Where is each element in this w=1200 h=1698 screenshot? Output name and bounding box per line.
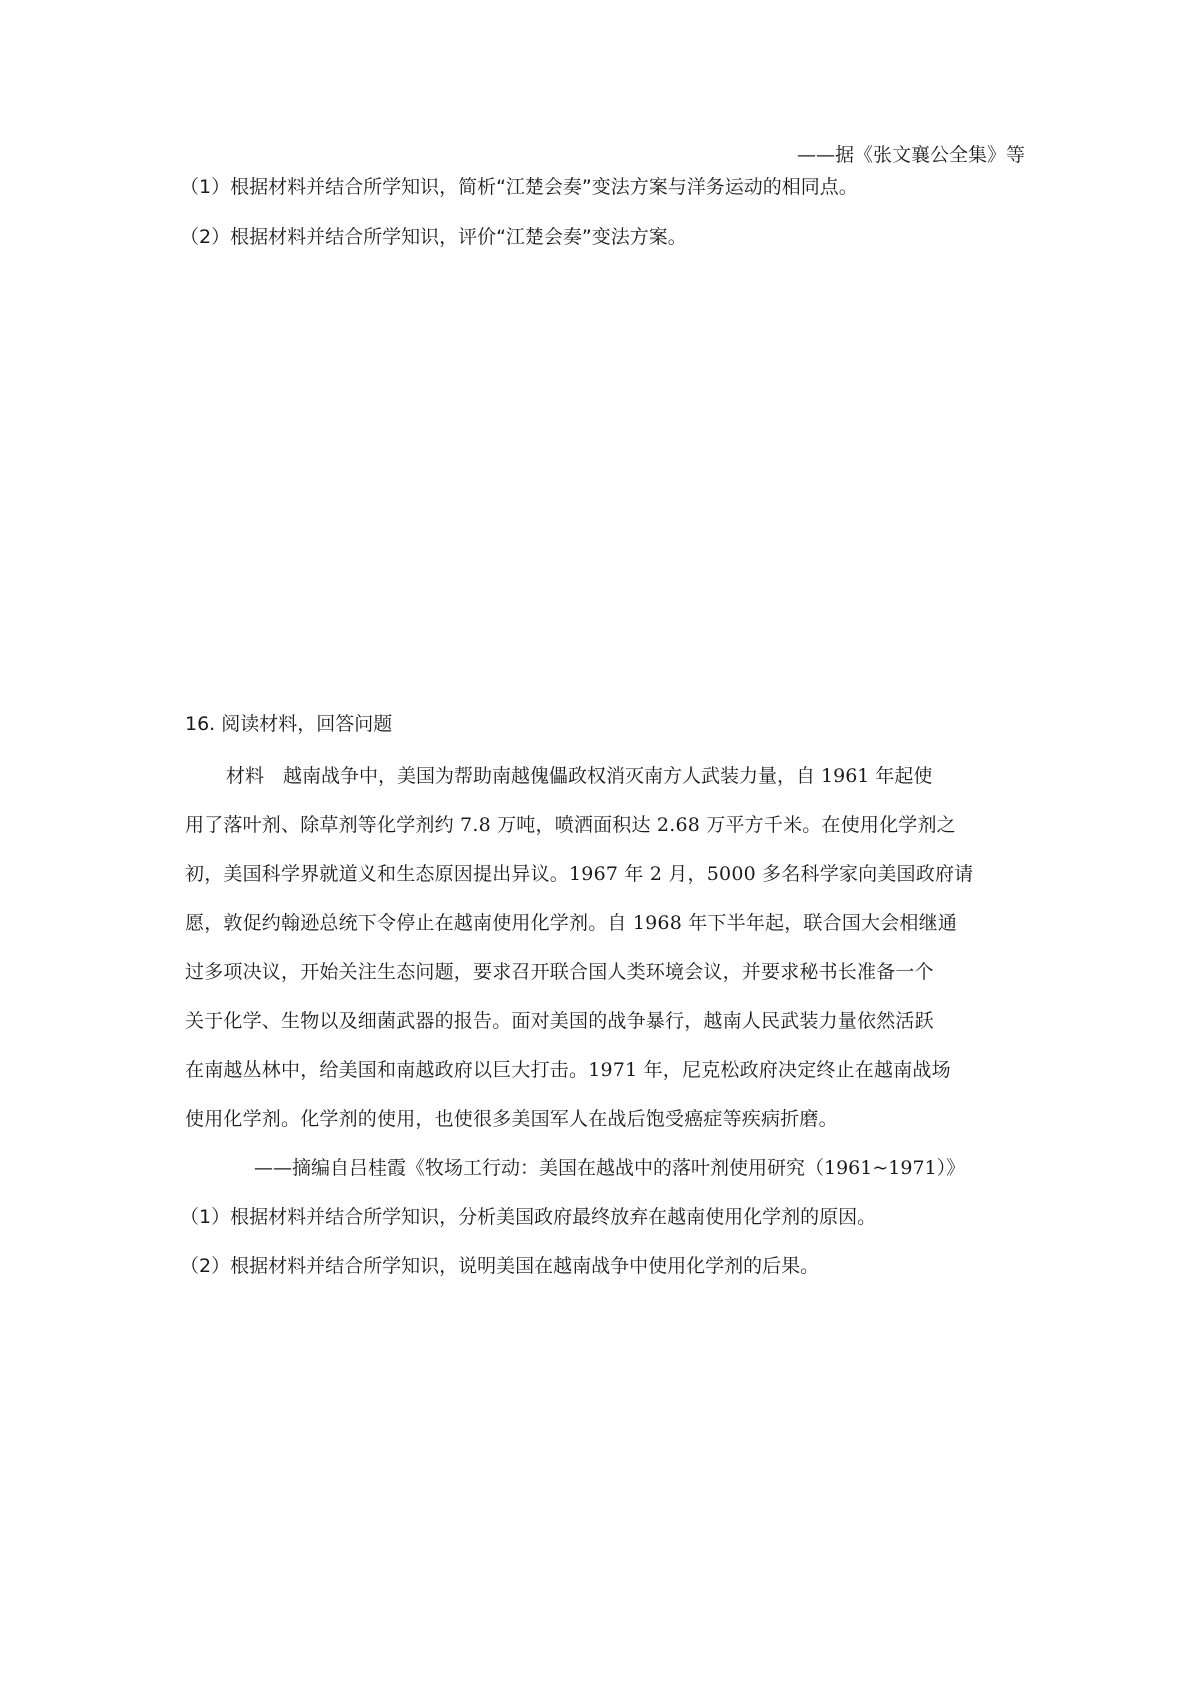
question-16-1: （1）根据材料并结合所学知识，分析美国政府最终放弃在越南使用化学剂的原因。 xyxy=(180,1206,877,1228)
material-line: 用了落叶剂、除草剂等化学剂约 7.8 万吨，喷洒面积达 2.68 万平方千米。在使用化学剂之 xyxy=(185,814,956,836)
question-15-2: （2）根据材料并结合所学知识，评价“江楚会奏”变法方案。 xyxy=(180,226,687,248)
material-line: 在南越丛林中，给美国和南越政府以巨大打击。1971 年，尼克松政府决定终止在越南战场 xyxy=(185,1059,951,1081)
source-citation-16: ——摘编自吕桂霞《牧场工行动：美国在越战中的落叶剂使用研究（1961~1971）》 xyxy=(254,1157,966,1179)
material-line: 使用化学剂。化学剂的使用，也使很多美国军人在战后饱受癌症等疾病折磨。 xyxy=(185,1108,838,1130)
material-line: 初，美国科学界就道义和生态原因提出异议。1967 年 2 月，5000 多名科学家向美国政府请 xyxy=(185,863,974,885)
question-16-title: 16. 阅读材料，回答问题 xyxy=(185,713,393,735)
source-citation-15: ——据《张文襄公全集》等 xyxy=(796,144,1025,166)
material-line: 愿，敦促约翰逊总统下令停止在越南使用化学剂。自 1968 年下半年起，联合国大会相继通 xyxy=(185,912,958,934)
material-line: 过多项决议，开始关注生态问题，要求召开联合国人类环境会议，并要求秘书长准备一个 xyxy=(185,961,934,983)
material-line: 材料 越南战争中，美国为帮助南越傀儡政权消灭南方人武装力量，自 1961 年起使 xyxy=(226,765,933,787)
question-16-2: （2）根据材料并结合所学知识，说明美国在越南战争中使用化学剂的后果。 xyxy=(180,1255,820,1277)
question-15-1: （1）根据材料并结合所学知识，简析“江楚会奏”变法方案与洋务运动的相同点。 xyxy=(180,176,858,198)
material-line: 关于化学、生物以及细菌武器的报告。面对美国的战争暴行，越南人民武装力量依然活跃 xyxy=(185,1010,934,1032)
